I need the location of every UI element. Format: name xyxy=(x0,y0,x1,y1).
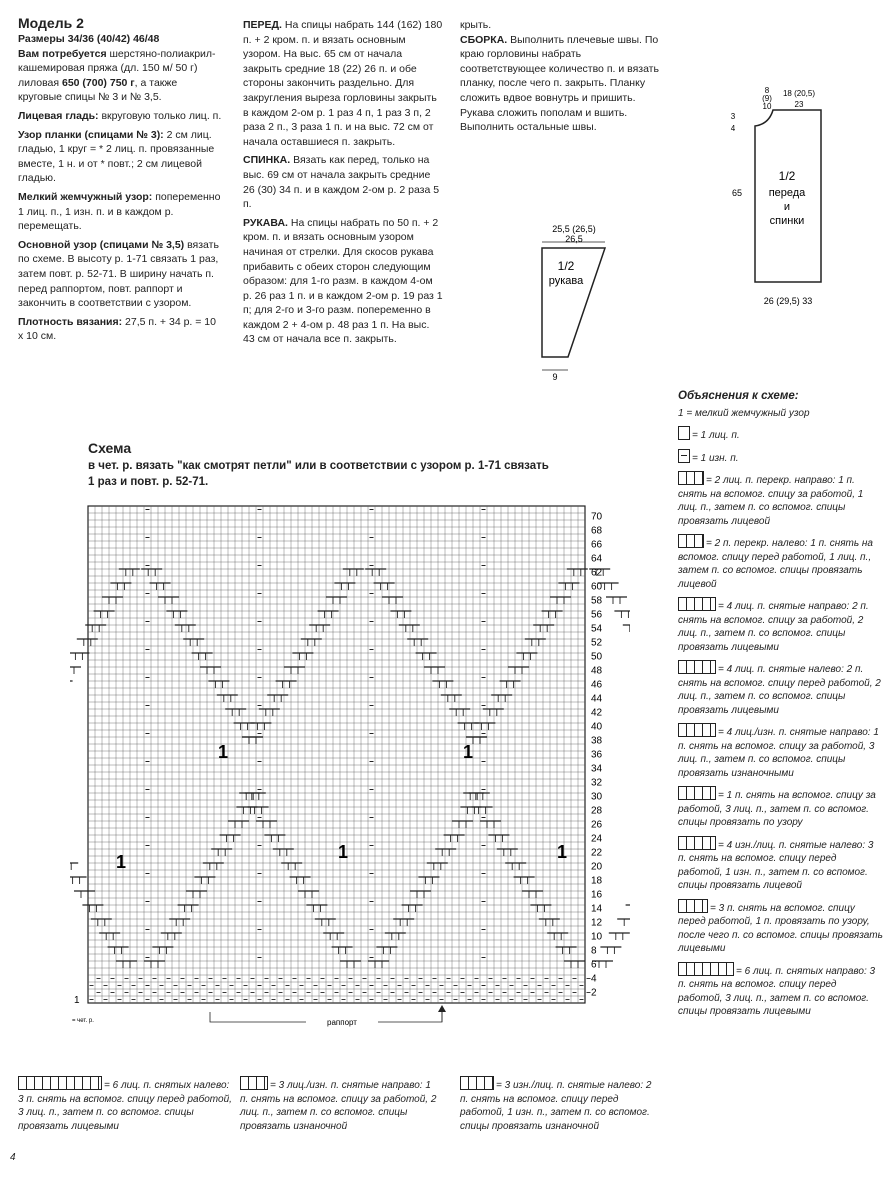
row-label: 46 xyxy=(591,679,603,691)
column-assembly xyxy=(460,18,665,135)
row-label: 2 xyxy=(591,987,597,999)
row-label: 64 xyxy=(591,553,603,565)
sleeve-label-half: 1/2 xyxy=(557,259,575,273)
assembly-section: СБОРКА. Выполнить плечевые швы. По краю горловины набрать соответствующее количество п. и вязать планку, после чего п. закрыть. Планку сложить вдвое вовнутрь и пришить. Рукава сложить пополам и вшить. Выполнить остальные швы. xyxy=(460,33,659,134)
row-label: 42 xyxy=(591,707,603,719)
legend-item-7: = 4 лиц./изн. п. снятые направо: 1 п. снять на вспомог. спицу за работой, 3 лиц. п., затем п. со вспомог. спицы провязать изнаночными xyxy=(678,723,883,780)
cable-right-3-purl-icon xyxy=(240,1076,268,1090)
cable-left-4-icon xyxy=(678,660,716,674)
cable-left-6-icon xyxy=(18,1076,102,1090)
bottom-legend-item-1: = 6 лиц. п. снятых налево: 3 п. снять на вспомог. спицу перед работой, 3 лиц. п., затем п. со вспомог. спицы провязать лицевыми xyxy=(18,1076,233,1133)
row-label: 38 xyxy=(591,735,603,747)
legend-heading: Объяснения к схеме: xyxy=(678,390,799,402)
row-label: 18 xyxy=(591,875,603,887)
body-label-back: спинки xyxy=(769,215,805,227)
stitch-seed: Мелкий жемчужный узор: попеременно 1 лиц. п., 1 изн. п. и в каждом р. перемещать. xyxy=(18,190,221,233)
sleeve-top-width-2: 26,5 xyxy=(565,234,583,244)
row-label: 66 xyxy=(591,539,603,551)
body-bottom-width: 26 (29,5) 33 xyxy=(763,296,813,306)
neck-depth-2: (9) xyxy=(762,94,772,103)
legend-item-8: = 1 п. снять на вспомог. спицу за работой, 3 лиц. п., затем п. со вспомог. спицы провязать по узору xyxy=(678,786,883,830)
row-label: 34 xyxy=(591,763,603,775)
row-label: 12 xyxy=(591,917,603,929)
cable-right-4-pattern-icon xyxy=(678,786,716,800)
cross-right-2-icon xyxy=(678,471,704,485)
row-label: 40 xyxy=(591,721,603,733)
legend-item-5: = 4 лиц. п. снятые направо: 2 п. снять на вспомог. спицу за работой, 2 лиц. п., затем п. со вспомог. спицы провязать лицевыми xyxy=(678,597,883,654)
cross-left-2-icon xyxy=(678,534,704,548)
body-label-front: переда xyxy=(768,187,806,199)
gauge: Плотность вязания: 27,5 п. + 34 р. = 10 х 10 см. xyxy=(18,315,216,343)
row-label: 56 xyxy=(591,609,603,621)
cable-left-3-purl-icon xyxy=(460,1076,494,1090)
legend-item-0: 1 = мелкий жемчужный узор xyxy=(678,407,810,419)
materials: Вам потребуется шерстяно-полиакрил-кашемировая пряжа (дл. 150 м/ 50 г) лиловая 650 (700) 750 г, а также круговые спицы № 3 и № 3,5. xyxy=(18,47,216,104)
stitch-main: Основной узор (спицами № 3,5) вязать по схеме. В высоту р. 1-71 связать 1 раз, затем повт. р. 52-71. В ширину начать п. перед раппортом, повт. раппорт и закончить в соответствии с узором. xyxy=(18,238,219,310)
column-materials xyxy=(18,14,223,344)
legend-item-4: = 2 п. перекр. налево: 1 п. снять на вспомог. спицу перед работой, 1 лиц. п., затем п. со вспомог. спицы провязать лицевой xyxy=(678,534,883,591)
row-label: 54 xyxy=(591,623,603,635)
body-label-half: 1/2 xyxy=(778,169,796,183)
row-label: 6 xyxy=(591,959,597,971)
row-label: 68 xyxy=(591,525,603,537)
stitch-placket: Узор планки (спицами № 3): 2 см лиц. гладью, 1 круг = * 2 лиц. п. провязанные вместе, 1 н. и от * повт.; 2 см лицевой гладью. xyxy=(18,128,215,185)
legend-item-1: = 1 лиц. п. xyxy=(678,426,883,443)
row-label: 48 xyxy=(591,665,603,677)
sleeve-label: рукава xyxy=(548,275,584,287)
row-label: 20 xyxy=(591,861,603,873)
knit-symbol-icon xyxy=(678,426,690,440)
neck-depth-3: 10 xyxy=(762,102,772,111)
chart-marker-1: 1 xyxy=(218,742,229,762)
chart-marker-3: 1 xyxy=(116,852,127,872)
chart-frame xyxy=(88,506,585,1003)
legend-item-2: = 1 изн. п. xyxy=(678,449,883,466)
front-section: ПЕРЕД. На спицы набрать 144 (162) 180 п. + 2 кром. п. и вязать основным узором. На выс. 65 см от начала закрыть средние 18 (22) 26 п. и обе стороны закончить раздельно. Для закругления выреза горловины закрыть в каждом 2-ом р. 1 раз 4 п, 1 раз 3 п, 2 раза 2 п., 3 раза 1 п. и на выс. 72 см от начала оставшиеся п. закрыть. xyxy=(243,19,443,148)
sleeve-top-width: 25,5 (26,5) xyxy=(552,224,596,234)
shoulder-width-2: 23 xyxy=(794,100,804,109)
legend-item-9: = 4 изн./лиц. п. снятые налево: 3 п. снять на вспомог. спицу перед работой, 1 изн. п., затем п. со вспомог. спицы провязать лицевой xyxy=(678,836,883,893)
body-label-and: и xyxy=(783,201,791,213)
row-label: 4 xyxy=(591,973,597,985)
sleeve-bottom-width: 9 xyxy=(552,372,558,382)
chart-marker-5: 1 xyxy=(557,842,568,862)
cable-right-6-icon xyxy=(678,962,734,976)
sleeve-schematic xyxy=(530,222,620,392)
knitting-chart xyxy=(70,500,630,1035)
armhole-1: 3 xyxy=(730,112,736,121)
row-label: 22 xyxy=(591,847,603,859)
schema-subtitle: в чет. р. вязать "как смотрят петли" или в соответствии с узором р. 1-71 связать 1 раз и повт. р. 52-71. xyxy=(88,460,549,488)
row-label: 24 xyxy=(591,833,603,845)
row-label: 14 xyxy=(591,903,603,915)
legend-item-3: = 2 лиц. п. перекр. направо: 1 п. снять на вспомог. спицу за работой, 1 лиц. п., затем п. со вспомог. спицы провязать лицевой xyxy=(678,471,883,528)
model-title: Модель 2 xyxy=(18,15,84,31)
continued-text: крыть. xyxy=(460,19,492,31)
body-schematic xyxy=(725,84,825,309)
row-label: 26 xyxy=(591,819,603,831)
row-label: 50 xyxy=(591,651,603,663)
body-height: 65 xyxy=(731,188,743,198)
shoulder-width-1: 18 (20,5) xyxy=(782,89,816,98)
sizes: Размеры 34/36 (40/42) 46/48 xyxy=(18,33,160,45)
row-label: 8 xyxy=(591,945,597,957)
page-number: 4 xyxy=(10,1152,16,1163)
cable-left-3-icon xyxy=(678,899,708,913)
purl-symbol-icon xyxy=(678,449,690,463)
row-label: 62 xyxy=(591,567,603,579)
legend-item-10: = 3 п. снять на вспомог. спицу перед работой, 1 п. провязать по узору, после чего п. со вспомог. спицы провязать лицевыми xyxy=(678,899,883,956)
row-label: 60 xyxy=(591,581,603,593)
row-label-1: 1 xyxy=(74,995,80,1006)
legend-item-6: = 4 лиц. п. снятые налево: 2 п. снять на вспомог. спицу перед работой, 2 лиц. п., затем п. со вспомог. спицы провязать лицевыми xyxy=(678,660,883,717)
row-label: 36 xyxy=(591,749,603,761)
chart-marker-4: 1 xyxy=(338,842,349,862)
row-label: 52 xyxy=(591,637,603,649)
cable-right-4-purl-icon xyxy=(678,723,716,737)
row-label: 58 xyxy=(591,595,603,607)
bottom-legend-item-3: = 3 изн./лиц. п. снятые налево: 2 п. снять на вспомог. спицу перед работой, 1 изн. п., затем п. со вспомог. спицы провязать изнаночной xyxy=(460,1076,660,1133)
row-label: 44 xyxy=(591,693,603,705)
stitch-stockinette: Лицевая гладь: вкруговую только лиц. п. xyxy=(18,109,222,122)
even-rows-note: = чет. р. xyxy=(72,1018,94,1024)
chart-marker-2: 1 xyxy=(463,742,474,762)
armhole-2: 4 xyxy=(730,124,736,133)
cable-right-4-icon xyxy=(678,597,716,611)
cable-left-4-purl-icon xyxy=(678,836,716,850)
back-section: СПИНКА. Вязать как перед, только на выс. 69 см от начала закрыть средние 26 (30) 34 п. и в каждом 2-ом р. 2 раза 5 п. xyxy=(243,154,440,211)
row-label: 28 xyxy=(591,805,603,817)
row-label: 32 xyxy=(591,777,603,789)
bottom-legend-item-2: = 3 лиц./изн. п. снятые направо: 1 п. снять на вспомог. спицу за работой, 2 лиц. п., затем п. со вспомог. спицы провязать изнаночной xyxy=(240,1076,440,1133)
legend xyxy=(678,390,883,1025)
row-label: 30 xyxy=(591,791,603,803)
row-label: 70 xyxy=(591,511,603,523)
column-instructions xyxy=(243,18,443,347)
row-label: 16 xyxy=(591,889,603,901)
legend-item-11: = 6 лиц. п. снятых направо: 3 п. снять на вспомог. спицу перед работой, 3 лиц. п., затем п. со вспомог. спицы провязать лицевыми xyxy=(678,962,883,1019)
repeat-label: раппорт xyxy=(327,1018,357,1027)
schema-title: Схема xyxy=(88,440,132,456)
sleeve-section: РУКАВА. На спицы набрать по 50 п. + 2 кром. п. и вязать основным узором начиная от стрелки. Для скосов рукава прибавить с обеих сторон следующим образом: для 1-го разм. в каждом 4-ом р. 26 раз 1 п. и в каждом 2-ом р. 19 раз 1 п; для 2-го и 3-го разм. попеременно в каждом 2 + 4-ом р. 48 раз 1 п. На выс. 43 см от начала все п. закрыть. xyxy=(243,216,443,346)
neck-depth-1: 8 xyxy=(764,86,770,95)
row-label: 10 xyxy=(591,931,603,943)
